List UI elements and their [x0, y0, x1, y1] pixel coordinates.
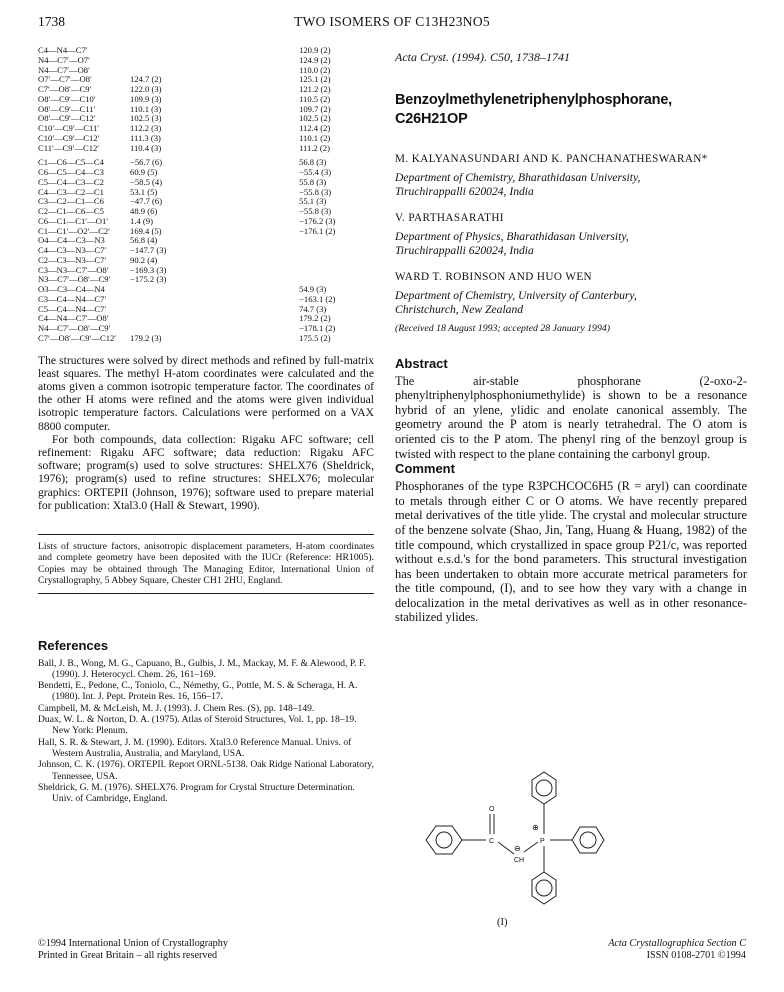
- isomer2-value-cell: 102.5 (2): [299, 113, 331, 124]
- spacer-cell: [220, 124, 299, 134]
- isomer1-value-cell: 109.9 (3): [130, 93, 162, 104]
- isomer2-value-cell: 110.1 (2): [299, 132, 331, 143]
- isomer2-value-cell: 179.2 (2): [299, 313, 331, 324]
- isomer1-value-cell: 110.4 (3): [130, 142, 162, 153]
- table-row: [38, 334, 374, 344]
- printed-line: Printed in Great Britain – all rights reserved: [38, 950, 218, 962]
- spacer-cell: [220, 188, 299, 198]
- spacer-cell: [220, 275, 299, 285]
- software-paragraph: For both compounds, data collection: Rigaku AFC software; cell refinement: Rigaku AFC software; data reduction: Rigaku AFC software; program(s) used to solve structures: SHELX76 (Sheldrick, 1976); program(s) used to refine structures: SHELX76; molecular graphics: ORTEPII (Johnson, 1976); software used to prepare material for publication: Xtal3.0 (Hall & Stewart, 1990).: [38, 432, 374, 512]
- journal-citation: Acta Cryst. (1994). C50, 1738–1741: [395, 50, 570, 64]
- comment-text: Phosphoranes of the type R3PCHCOC6H5 (R = aryl) can coordinate to metals through either C or O atoms. We have recently prepared metal derivatives of the title ylide. The crystal and molecular structure of the benzene solvate (Shao, Jin, Tang, Huang & Huang, 1982) of the title compound, which crystallized in space group P21/c, was reported without e.s.d.'s for the bond parameters. This structural investigation has been undertaken to obtain more accurate metrical parameters for the title compound, (I), and to see how they vary with a change in delocalization in the metal derivatives as well as in other resonance-stabilized ylides.: [395, 479, 747, 625]
- structure-diagram: [416, 762, 616, 912]
- isomer1-value-cell: [130, 305, 220, 315]
- spacer-cell: [220, 95, 299, 105]
- spacer-cell: [220, 207, 299, 217]
- isomer1-value-cell: −175.2 (3): [130, 274, 167, 285]
- affiliation-1: [395, 171, 747, 198]
- affiliation-1-line-1: Department of Chemistry, Bharathidasan University,: [395, 171, 641, 184]
- reference-list: [38, 658, 374, 805]
- isomer1-value-cell: 90.2 (4): [130, 254, 158, 265]
- isomer2-value-cell: [299, 236, 374, 246]
- isomer2-value-cell: −163.1 (2): [299, 293, 336, 304]
- atom-sequence-cell: C5—C4—C3—C2: [38, 176, 104, 187]
- affiliation-2: [395, 230, 747, 257]
- carbonyl-to-ch-bond: [498, 842, 514, 854]
- spacer-cell: [220, 266, 299, 276]
- reference-item: Johnson, C. K. (1976). ORTEPII. Report ORNL-5138. Oak Ridge National Laboratory, Tennessee, USA.: [38, 759, 374, 782]
- atom-sequence-cell: C10′—C9′—C11′: [38, 123, 100, 133]
- atom-sequence-cell: C4—N4—C7′—O8′: [38, 313, 109, 324]
- spacer-cell: [220, 114, 299, 124]
- spacer-cell: [220, 217, 299, 227]
- spacer-cell: [220, 178, 299, 188]
- atom-label-c: C: [489, 838, 495, 845]
- atom-sequence-cell: C7′—O8′—C9′: [38, 84, 92, 94]
- spacer-cell: [220, 85, 299, 95]
- atom-sequence-cell: O8′—C9′—C10′: [38, 93, 96, 104]
- atom-sequence-cell: C11′—C9′—C12′: [38, 142, 100, 153]
- spacer-cell: [220, 56, 299, 66]
- atom-sequence-cell: O7′—C7′—O8′: [38, 74, 92, 85]
- isomer1-value-cell: 1.4 (9): [130, 215, 153, 226]
- torsion-angle-table: [38, 46, 374, 344]
- spacer-cell: [220, 256, 299, 266]
- page-header: [38, 14, 746, 36]
- affiliation-3-line-2: Christchurch, New Zealand: [395, 302, 524, 316]
- atom-sequence-cell: O3—C3—C4—N4: [38, 284, 105, 294]
- negative-charge-symbol: ⊖: [514, 844, 521, 853]
- isomer1-value-cell: −58.5 (4): [130, 176, 163, 187]
- isomer2-value-cell: 121.2 (2): [299, 84, 331, 94]
- title-line-1: Benzoylmethylenetriphenylphosphorane,: [395, 92, 673, 108]
- isomer2-value-cell: 112.4 (2): [299, 123, 331, 133]
- authors-group-3: WARD T. ROBINSON AND HUO WEN: [395, 271, 593, 284]
- spacer-cell: [220, 305, 299, 315]
- spacer-cell: [220, 227, 299, 237]
- running-title: TWO ISOMERS OF C13H23NO5: [294, 14, 490, 29]
- atom-sequence-cell: C4—C3—N3—C7′: [38, 245, 107, 255]
- atom-sequence-cell: C3—N3—C7′—O8′: [38, 264, 109, 275]
- isomer2-value-cell: −176.1 (2): [299, 225, 336, 236]
- isomer2-value-cell: 55.8 (3): [299, 176, 327, 187]
- spacer-cell: [220, 285, 299, 295]
- isomer1-value-cell: 56.8 (4): [130, 235, 158, 246]
- isomer1-value-cell: 124.7 (2): [130, 74, 162, 85]
- isomer2-value-cell: −55.4 (3): [299, 167, 332, 177]
- spacer-cell: [220, 334, 299, 344]
- atom-sequence-cell: C5—C4—N4—C7′: [38, 303, 107, 314]
- atom-sequence-cell: C1—C1′—O2′—C2′: [38, 225, 111, 236]
- isomer1-value-cell: [130, 46, 220, 56]
- article-title: [395, 91, 747, 129]
- atom-sequence-cell: C7′—O8′—C9′—C12′: [38, 332, 117, 343]
- positive-charge-symbol: ⊕: [532, 823, 539, 832]
- atom-sequence-cell: O4—C4—C3—N3: [38, 235, 105, 246]
- benzoyl-phenyl-ring: [426, 826, 462, 854]
- isomer2-value-cell: [299, 266, 374, 276]
- atom-sequence-cell: C10′—C9′—C12′: [38, 132, 100, 143]
- benzoyl-ring-circle: [436, 832, 452, 848]
- spacer-cell: [220, 314, 299, 324]
- divider-bottom: [38, 593, 374, 594]
- isomer2-value-cell: 125.1 (2): [299, 74, 331, 85]
- isomer2-value-cell: 110.5 (2): [299, 93, 331, 104]
- references-heading: References: [38, 637, 109, 653]
- footer-right: [608, 938, 746, 962]
- received-dates: (Received 18 August 1993; accepted 28 January 1994): [395, 322, 611, 334]
- affiliation-1-line-2: Tiruchirappalli 620024, India: [395, 184, 534, 198]
- isomer2-value-cell: [299, 246, 374, 256]
- spacer-cell: [220, 295, 299, 305]
- atom-sequence-cell: O8′—C9′—C11′: [38, 103, 96, 114]
- footer-left: [38, 938, 228, 962]
- atom-sequence-cell: C4—C3—C2—C1: [38, 186, 104, 197]
- isomer1-value-cell: 112.2 (3): [130, 123, 162, 133]
- isomer1-value-cell: −147.7 (3): [130, 245, 167, 255]
- figure-label: (I): [497, 917, 508, 928]
- reference-item: Duax, W. L. & Norton, D. A. (1975). Atlas of Steroid Structures, Vol. 1, pp. 18–19. New York: Plenum.: [38, 714, 357, 737]
- isomer2-value-cell: −55.8 (3): [299, 186, 332, 197]
- atom-sequence-cell: N4—C7′—O8′: [38, 64, 90, 75]
- atom-label-ch: CH: [514, 857, 525, 864]
- isomer2-value-cell: −176.2 (3): [299, 215, 336, 226]
- right-phenyl-ring: [572, 827, 604, 853]
- atom-sequence-cell: C2—C3—N3—C7′: [38, 254, 107, 265]
- isomer1-value-cell: 110.1 (3): [130, 103, 162, 114]
- top-ring-circle: [536, 780, 552, 796]
- atom-sequence-cell: N3—C7′—O8′—C9′: [38, 274, 111, 285]
- title-line-2: C26H21OP: [395, 111, 468, 127]
- isomer1-value-cell: 122.0 (3): [130, 84, 162, 94]
- atom-label-p: P: [540, 838, 545, 845]
- isomer1-value-cell: 48.9 (6): [130, 206, 158, 216]
- comment-heading: Comment: [395, 461, 455, 477]
- atom-sequence-cell: O8′—C9′—C12′: [38, 113, 96, 124]
- methods-paragraph: The structures were solved by direct methods and refined by full-matrix least squares. The methyl H-atom coordinates were calculated and the atoms given a common isotropic temperature factor. The coordinates of the other H atoms were refined and the atoms were given individual isotropic temperature factors. Calculations were performed on a VAX 8800 computer.: [38, 353, 374, 433]
- isomer2-value-cell: 175.5 (2): [299, 332, 331, 343]
- copyright-line: ©1994 International Union of Crystallography: [38, 938, 228, 949]
- spacer-cell: [220, 66, 299, 76]
- affiliation-2-line-1: Department of Physics, Bharathidasan University,: [395, 230, 629, 244]
- reference-item: Sheldrick, G. M. (1976). SHELX76. Program for Crystal Structure Determination. Univ. of Cambridge, England.: [38, 781, 355, 805]
- issn-line: ISSN 0108-2701 ©1994: [646, 950, 746, 962]
- reference-item: Ball, J. B., Wong, M. G., Capuano, B., Gulbis, J. M., Mackay, M. F. & Alewood, P. F. (1990). J. Heterocycl. Chem. 26, 161–169.: [38, 657, 366, 680]
- affiliation-3: [395, 289, 747, 316]
- deposition-note: Lists of structure factors, anisotropic displacement parameters, H-atom coordinates and complete geometry have been deposited with the IUCr (Reference: HR1005). Copies may be obtained through The Managing Editor, International Union of Crystallography, 5 Abbey Square, Chester CH1 2HU, England.: [38, 540, 374, 587]
- spacer-cell: [220, 46, 299, 56]
- reference-item: Hall, S. R. & Stewart, J. M. (1990). Editors. Xtal3.0 Reference Manual. Univs. of Western Australia, Australia, and Maryland, USA.: [38, 736, 352, 759]
- isomer1-value-cell: 53.1 (5): [130, 186, 158, 197]
- reference-item: Bendetti, E., Pedone, C., Toniolo, C., Némethy, G., Pottle, M. S. & Scheraga, H. A. (1980). Int. J. Pept. Protein Res. 16, 156–17.: [38, 680, 358, 703]
- atom-sequence-cell: C6—C1—C1′—O1′: [38, 215, 109, 226]
- isomer1-value-cell: [130, 56, 220, 66]
- authors-group-2: V. PARTHASARATHI: [395, 212, 504, 225]
- spacer-cell: [220, 105, 299, 115]
- isomer2-value-cell: 120.9 (2): [299, 45, 331, 55]
- isomer2-value-cell: −178.1 (2): [299, 323, 336, 333]
- divider-top: [38, 534, 374, 535]
- atom-sequence-cell: C1—C6—C5—C4: [38, 157, 104, 168]
- journal-section-line: Acta Crystallographica Section C: [608, 938, 746, 949]
- isomer2-value-cell: −55.8 (3): [299, 206, 332, 216]
- isomer1-value-cell: [130, 285, 220, 295]
- isomer1-value-cell: 102.5 (3): [130, 113, 162, 124]
- left-column: [38, 46, 374, 804]
- abstract-text: The air-stable phosphorane (2-oxo-2-phenyltriphenylphosphoniumethylide) is shown to be a resonance hybrid of an ylene, ylidic and enolate canonical assembly. The geometry around the P atom is nearly tetrahedral. The O atom is oriented cis to the P atom. The phenyl ring of the benzoyl group is twisted with respect to the plane containing the carbonyl group.: [395, 373, 747, 461]
- spacer-cell: [220, 134, 299, 144]
- spacer-cell: [220, 324, 299, 334]
- right-ring-circle: [580, 832, 596, 848]
- spacer-cell: [220, 75, 299, 85]
- isomer1-value-cell: 169.4 (5): [130, 225, 162, 236]
- isomer1-value-cell: −169.3 (3): [130, 264, 167, 275]
- table-row: [38, 144, 374, 154]
- isomer2-value-cell: 74.7 (3): [299, 303, 327, 314]
- isomer2-value-cell: [299, 256, 374, 266]
- isomer1-value-cell: 60.9 (5): [130, 167, 158, 177]
- spacer-cell: [220, 158, 299, 168]
- abstract-heading: Abstract: [395, 355, 448, 371]
- isomer1-value-cell: [130, 295, 220, 305]
- spacer-cell: [220, 246, 299, 256]
- atom-sequence-cell: C4—N4—C7′: [38, 45, 88, 55]
- atom-sequence-cell: C2—C1—C6—C5: [38, 206, 104, 216]
- reference-item: Campbell, M. & McLeish, M. J. (1993). J. Chem Res. (S), pp. 148–149.: [38, 702, 315, 714]
- page-number: 1738: [38, 14, 65, 29]
- isomer1-value-cell: −56.7 (6): [130, 157, 163, 168]
- atom-sequence-cell: N4—C7′—O8′—C9′: [38, 323, 111, 333]
- bottom-ring-circle: [536, 880, 552, 896]
- atom-label-o: O: [489, 806, 495, 813]
- isomer2-value-cell: 54.9 (3): [299, 284, 327, 294]
- isomer2-value-cell: 110.0 (2): [299, 64, 331, 75]
- isomer1-value-cell: −47.7 (6): [130, 196, 163, 207]
- isomer2-value-cell: 56.8 (3): [299, 157, 327, 168]
- isomer1-value-cell: 179.2 (3): [130, 332, 162, 343]
- affiliation-2-line-2: Tiruchirappalli 620024, India: [395, 243, 534, 257]
- atom-sequence-cell: N4—C7′—O7′: [38, 54, 90, 65]
- isomer2-value-cell: 111.2 (2): [299, 142, 330, 153]
- atom-sequence-cell: C3—C4—N4—C7′: [38, 293, 107, 304]
- atom-sequence-cell: C6—C5—C4—C3: [38, 167, 104, 177]
- affiliation-3-line-1: Department of Chemistry, University of Canterbury,: [395, 289, 637, 303]
- ch-to-p-bond: [524, 842, 538, 852]
- isomer1-value-cell: [130, 314, 220, 324]
- isomer2-value-cell: 124.9 (2): [299, 54, 331, 65]
- spacer-cell: [220, 236, 299, 246]
- spacer-cell: [220, 197, 299, 207]
- isomer1-value-cell: 111.3 (3): [130, 132, 161, 143]
- isomer2-value-cell: 55.1 (3): [299, 196, 327, 207]
- spacer-cell: [220, 144, 299, 154]
- isomer2-value-cell: 109.7 (2): [299, 103, 331, 114]
- spacer-cell: [220, 168, 299, 178]
- authors-group-1: M. KALYANASUNDARI AND K. PANCHANATHESWARAN*: [395, 153, 708, 165]
- atom-sequence-cell: C3—C2—C1—C6: [38, 196, 104, 207]
- right-column: [395, 46, 747, 625]
